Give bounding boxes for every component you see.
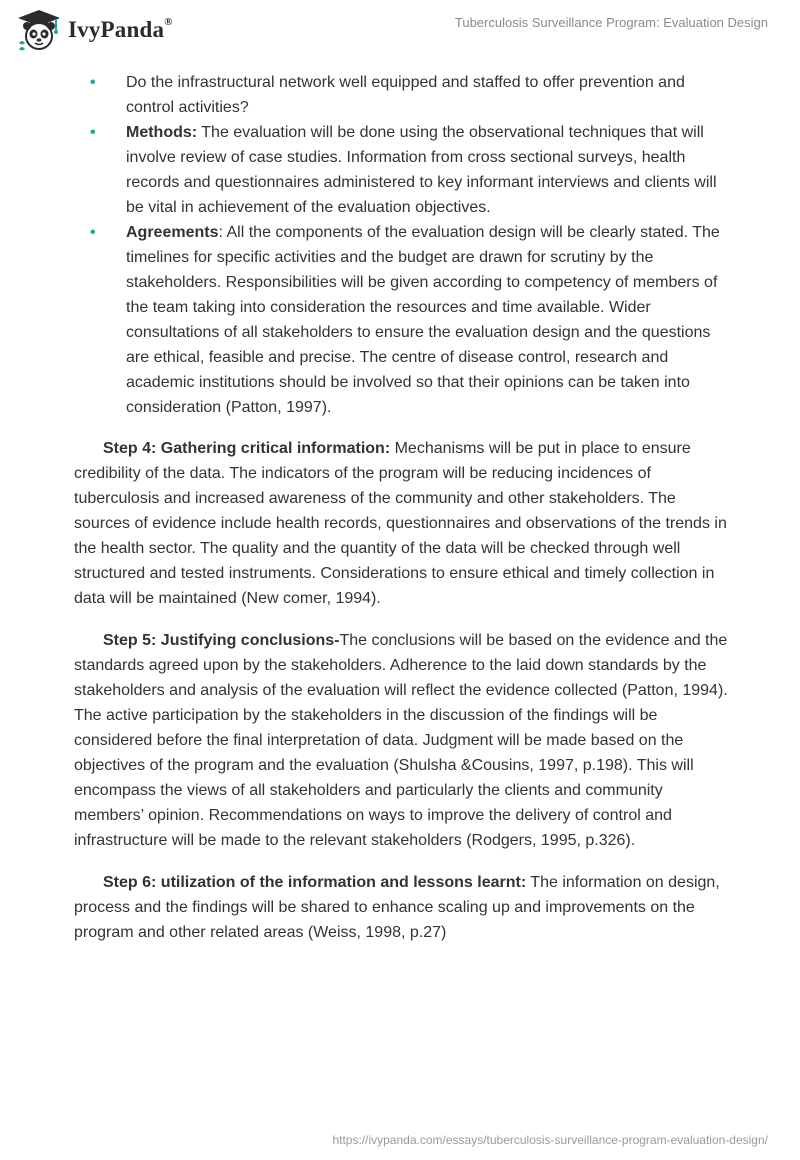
list-item — [74, 70, 734, 120]
brand-name: IvyPanda® — [68, 16, 173, 42]
panda-graduate-icon — [16, 9, 62, 51]
bullet-list — [74, 70, 734, 420]
step-6-paragraph — [74, 870, 734, 945]
bullet-icon: • — [90, 74, 96, 91]
essay-body — [74, 70, 734, 945]
list-item-heading: Agreements — [126, 224, 219, 241]
list-item-text: Do the infrastructural network well equipped and staffed to offer prevention and control activities? — [126, 74, 685, 116]
step-text: Mechanisms will be put in place to ensure credibility of the data. The indicators of the program will be reducing incidences of tuberculosis and increased awareness of the community and other stakeholders. The sources of evidence include health records, questionnaires and observations of the trends in the health sector. The quality and the quantity of the data will be checked through well structured and tested instruments. Considerations to ensure ethical and timely collection in data will be maintained (New comer, 1994). — [74, 440, 727, 607]
step-heading: Step 4: Gathering critical information: — [103, 440, 391, 457]
step-5-paragraph — [74, 628, 734, 853]
page-header — [0, 0, 800, 60]
list-item — [74, 220, 734, 420]
step-text: The information on design, process and the findings will be shared to enhance scaling up and improvements on the program and other related areas (Weiss, 1998, p.27) — [74, 874, 720, 941]
brand-logo[interactable] — [16, 9, 173, 51]
step-text: The conclusions will be based on the evidence and the standards agreed upon by the stakeholders. Adherence to the laid down standards by the stakeholders and analysis of the evaluation will reflect the evidence collected (Patton, 1994). The active participation by the stakeholders in the discussion of the findings will be considered before the final interpretation of data. Judgment will be made based on the objectives of the program and the evaluation (Shulsha &Cousins, 1997, p.198). This will encompass the views of all stakeholders and particularly the clients and community members’ opinion. Recommendations on ways to improve the delivery of control and infrastructure will be made to the relevant stakeholders (Rodgers, 1995, p.326). — [74, 632, 728, 849]
list-item — [74, 120, 734, 220]
list-item-text: The evaluation will be done using the observational techniques that will involve review of case studies. Information from cross sectional surveys, health records and questionnaires administered to key informant interviews and clients will be vital in achievement of the evaluation objectives. — [126, 124, 717, 216]
step-heading: Step 5: Justifying conclusions- — [103, 632, 340, 649]
step-4-paragraph — [74, 436, 734, 611]
document-title: Tuberculosis Surveillance Program: Evaluation Design — [454, 15, 768, 30]
bullet-icon: • — [90, 224, 96, 241]
bullet-icon: • — [90, 124, 96, 141]
list-item-text: : All the components of the evaluation design will be clearly stated. The timelines for specific activities and the budget are drawn for scrutiny by the stakeholders. Responsibilities will be given according to competency of members of the team taking into consideration the resources and time available. Wider consultations of all stakeholders to ensure the evaluation design and the questions are ethical, feasible and precise. The centre of disease control, research and academic institutions should be involved so that their opinions can be taken into consideration (Patton, 1997). — [126, 224, 720, 416]
step-heading: Step 6: utilization of the information and lessons learnt: — [103, 874, 527, 891]
source-url[interactable]: https://ivypanda.com/essays/tuberculosis-surveillance-program-evaluation-design/ — [332, 1133, 768, 1147]
list-item-heading: Methods: — [126, 124, 198, 141]
